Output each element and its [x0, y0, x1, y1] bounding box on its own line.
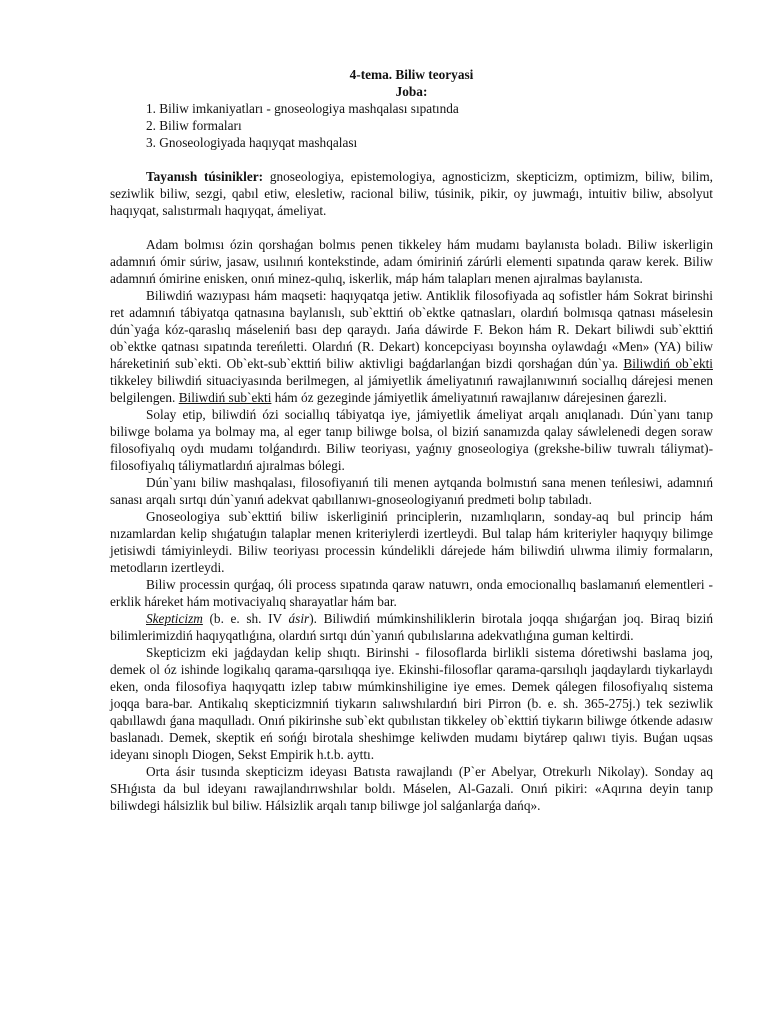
plan-list — [110, 100, 713, 151]
spacer — [110, 219, 713, 236]
paragraph-8: Skepticizm eki jaǵdaydan kelip shıqtı. Birinshi - filosoflarda birlikli sistema dóretiwshi baslama joq, demek ol óz ishinde logikalıq qarama-qarsılıqqa iye. Ekinshi-filosoflar qarama-qarsılıqlı jaqdaylardı tiykarlaydı eken, onda filosofiya haqıyqattı izlep tabıw múmkinshiligine iye emes. Demek qálegen filosofiyalıq sistema joqqa bara-bar. Antikalıq skepticizmniń tiykarın salıwshılardıń biri Pirron (b. e. sh. 365-275j.) tek seziwlik qabıllawdı ǵana maqulladı. Onıń pikirinshe sub`ekt qubılıstan tikkeley ob`ekttiń tiykarın biliwge ótkende adasıw baslanadı. Demek, skeptik eń sońǵı birotala sheshimge keliwden mudamı biytárep qalıwı tiyis. Buǵan uqsas ideyanı sinoplı Diogen, Sekst Empirik h.t.b. ayttı. — [110, 645, 713, 762]
plan-item-3: 3. Gnoseologiyada haqıyqat mashqalası — [146, 135, 358, 150]
key-terms-paragraph — [110, 168, 713, 219]
paragraph-1: Adam bolmısı ózin qorshaǵan bolmıs penen tikkeley hám mudamı baylanısta boladı. Biliw iskerligin adamnıń ómir súriw, jasaw, usılınıń kontekstinde, adam ómiriniń zárúrli elementi sıpatında qaraw kerek. Biliw adamnıń ómirine enisken, onıń minez-qulıq, iskerlik, máp hám talapları menen ajıralmas baylanısta. — [110, 237, 713, 286]
paragraph-2 — [110, 287, 713, 406]
paragraph-7-text-b: ). Biliwdiń múmkinshiliklerin birotala joqqa shıǵarǵan joq. Biraq biziń bilimlerimizdiń haqıyqatlıǵına, olardıń sırtqı dún`yanıń qubılıslarına adekvatlıǵına guman keltirdi. — [110, 611, 713, 643]
paragraph-6: Biliw processin qurǵaq, óli process sıpatında qaraw natuwrı, onda emocionallıq baslamanıń elementleri - erklik háreket hám motivaciyalıq sharayatlar hám bar. — [110, 577, 713, 609]
plan-item-2: 2. Biliw formaları — [146, 118, 242, 133]
paragraph-3: Solay etip, biliwdiń ózi sociallıq tábiyatqa iye, jámiyetlik ámeliyat arqalı anıqlanadı. Dún`yanı tanıp biliwge bolama ya bolmay ma, al eger tanıp biliwge bolsa, ol biziń sanamızda qalay sáwlelenedi degen soraw filosofiyalıq oydı mudamı tolǵandırdı. Biliw teoriyası, yaǵnıy gnoseologiya (grekshe-biliw tuwralı táliymat)-filosofiyalıq táliymatlardıń ajıralmas bólegi. — [110, 407, 713, 473]
document-page — [110, 66, 713, 814]
underlined-term-subject: Biliwdiń sub`ekti — [178, 390, 272, 405]
paragraph-2-text-a: Biliwdiń wazıypası hám maqseti: haqıyqatqa jetiw. Antiklik filosofiyada aq sofistler hám Sokrat birinshi ret adamnıń tábiyatqa qatnasına baylanıslı, sub`ekttiń ob`ektke qatnasları, olardıń bolmısqa qatnası máselesin dún`yaǵa kóz-qaraslıq máseleniń bası dep qaraydı. Jańa dáwirde F. Bekon hám R. Dekart biliwdi sub`ekttiń ob`ektke qatnası sıpatında tereńletti. Olardıń (R. Dekart) koncepciyası boyınsha oylawdaǵı «Men» (YA) biliw háreketiniń sub`ekti. Ob`ekt-sub`ekttiń biliw aktivligi baǵdarlanǵan bizdi qorshaǵan dún`ya. — [110, 288, 713, 371]
underlined-term-object: Biliwdiń ob`ekti — [623, 356, 713, 371]
plan-item-1: 1. Biliw imkaniyatları - gnoseologiya mashqalası sıpatında — [146, 101, 459, 116]
paragraph-2-text-b: tikkeley biliwdiń situaciyasında berilmegen, al jámiyetlik ámeliyatınıń rawajlanıwınıń sociallıq dárejesi menen belgilengen. — [110, 373, 713, 405]
spacer — [110, 151, 713, 168]
paragraph-7-italic: ásir — [288, 611, 310, 626]
paragraph-4: Dún`yanı biliw mashqalası, filosofiyanıń tili menen aytqanda bolmıstıń sana menen teńlesiwi, adamnıń sanası arqalı sırtqı dún`yanıń adekvat qabıllanıwı-gnoseologiyanıń predmeti bolıp tabıladı. — [110, 475, 713, 507]
plan-heading: Joba: — [395, 84, 428, 99]
key-terms-label: Tayanısh túsinikler: — [146, 169, 264, 184]
document-title: 4-tema. Biliw teoryasi — [349, 67, 474, 82]
key-terms-text: gnoseologiya, epistemologiya, agnosticizm, skepticizm, optimizm, biliw, bilim, seziwlik biliw, sezgi, qabıl etiw, elesletiw, racional biliw, túsinik, pikir, oy juwmaǵı, intuitiv biliw, absolyut haqıyqat, salıstırmalı haqıyqat, ámeliyat. — [110, 169, 713, 218]
skepticism-term: Skepticizm — [146, 611, 203, 626]
paragraph-2-text-c: hám óz gezeginde jámiyetlik ámeliyatınıń rawajlanıw dárejesinen ǵarezli. — [271, 390, 667, 405]
paragraph-7 — [110, 610, 713, 644]
paragraph-9: Orta ásir tusında skepticizm ideyası Batısta rawajlandı (P`er Abelyar, Otrekurlı Nikolay). Sonday aq SHıǵısta da bul ideyanı rawajlandırıwshılar boldı. Máselen, Al-Gazali. Onıń pikiri: «Aqırına deyin tanıp biliwdegi hálsizlik bul biliw. Hálsizlik arqalı tanıp biliwge jol salǵanlarǵa dańq». — [110, 764, 713, 813]
paragraph-7-text-a: (b. e. sh. IV — [202, 611, 289, 626]
paragraph-5: Gnoseologiya sub`ekttiń biliw iskerliginiń principlerin, nızamlıqların, sonday-aq bul princip hám nızamlardan kelip shıǵatuǵın talaplar menen kriteriylerdi izertleydi. Bul talap hám kriteriyler haqıyqıy bilimge jetisiwdi támiyinleydi. Biliw teoriyası processin kúndelikli dárejede hám biliwdiń ulıwma ilimiy formaların, metodların izertleydi. — [110, 509, 713, 575]
